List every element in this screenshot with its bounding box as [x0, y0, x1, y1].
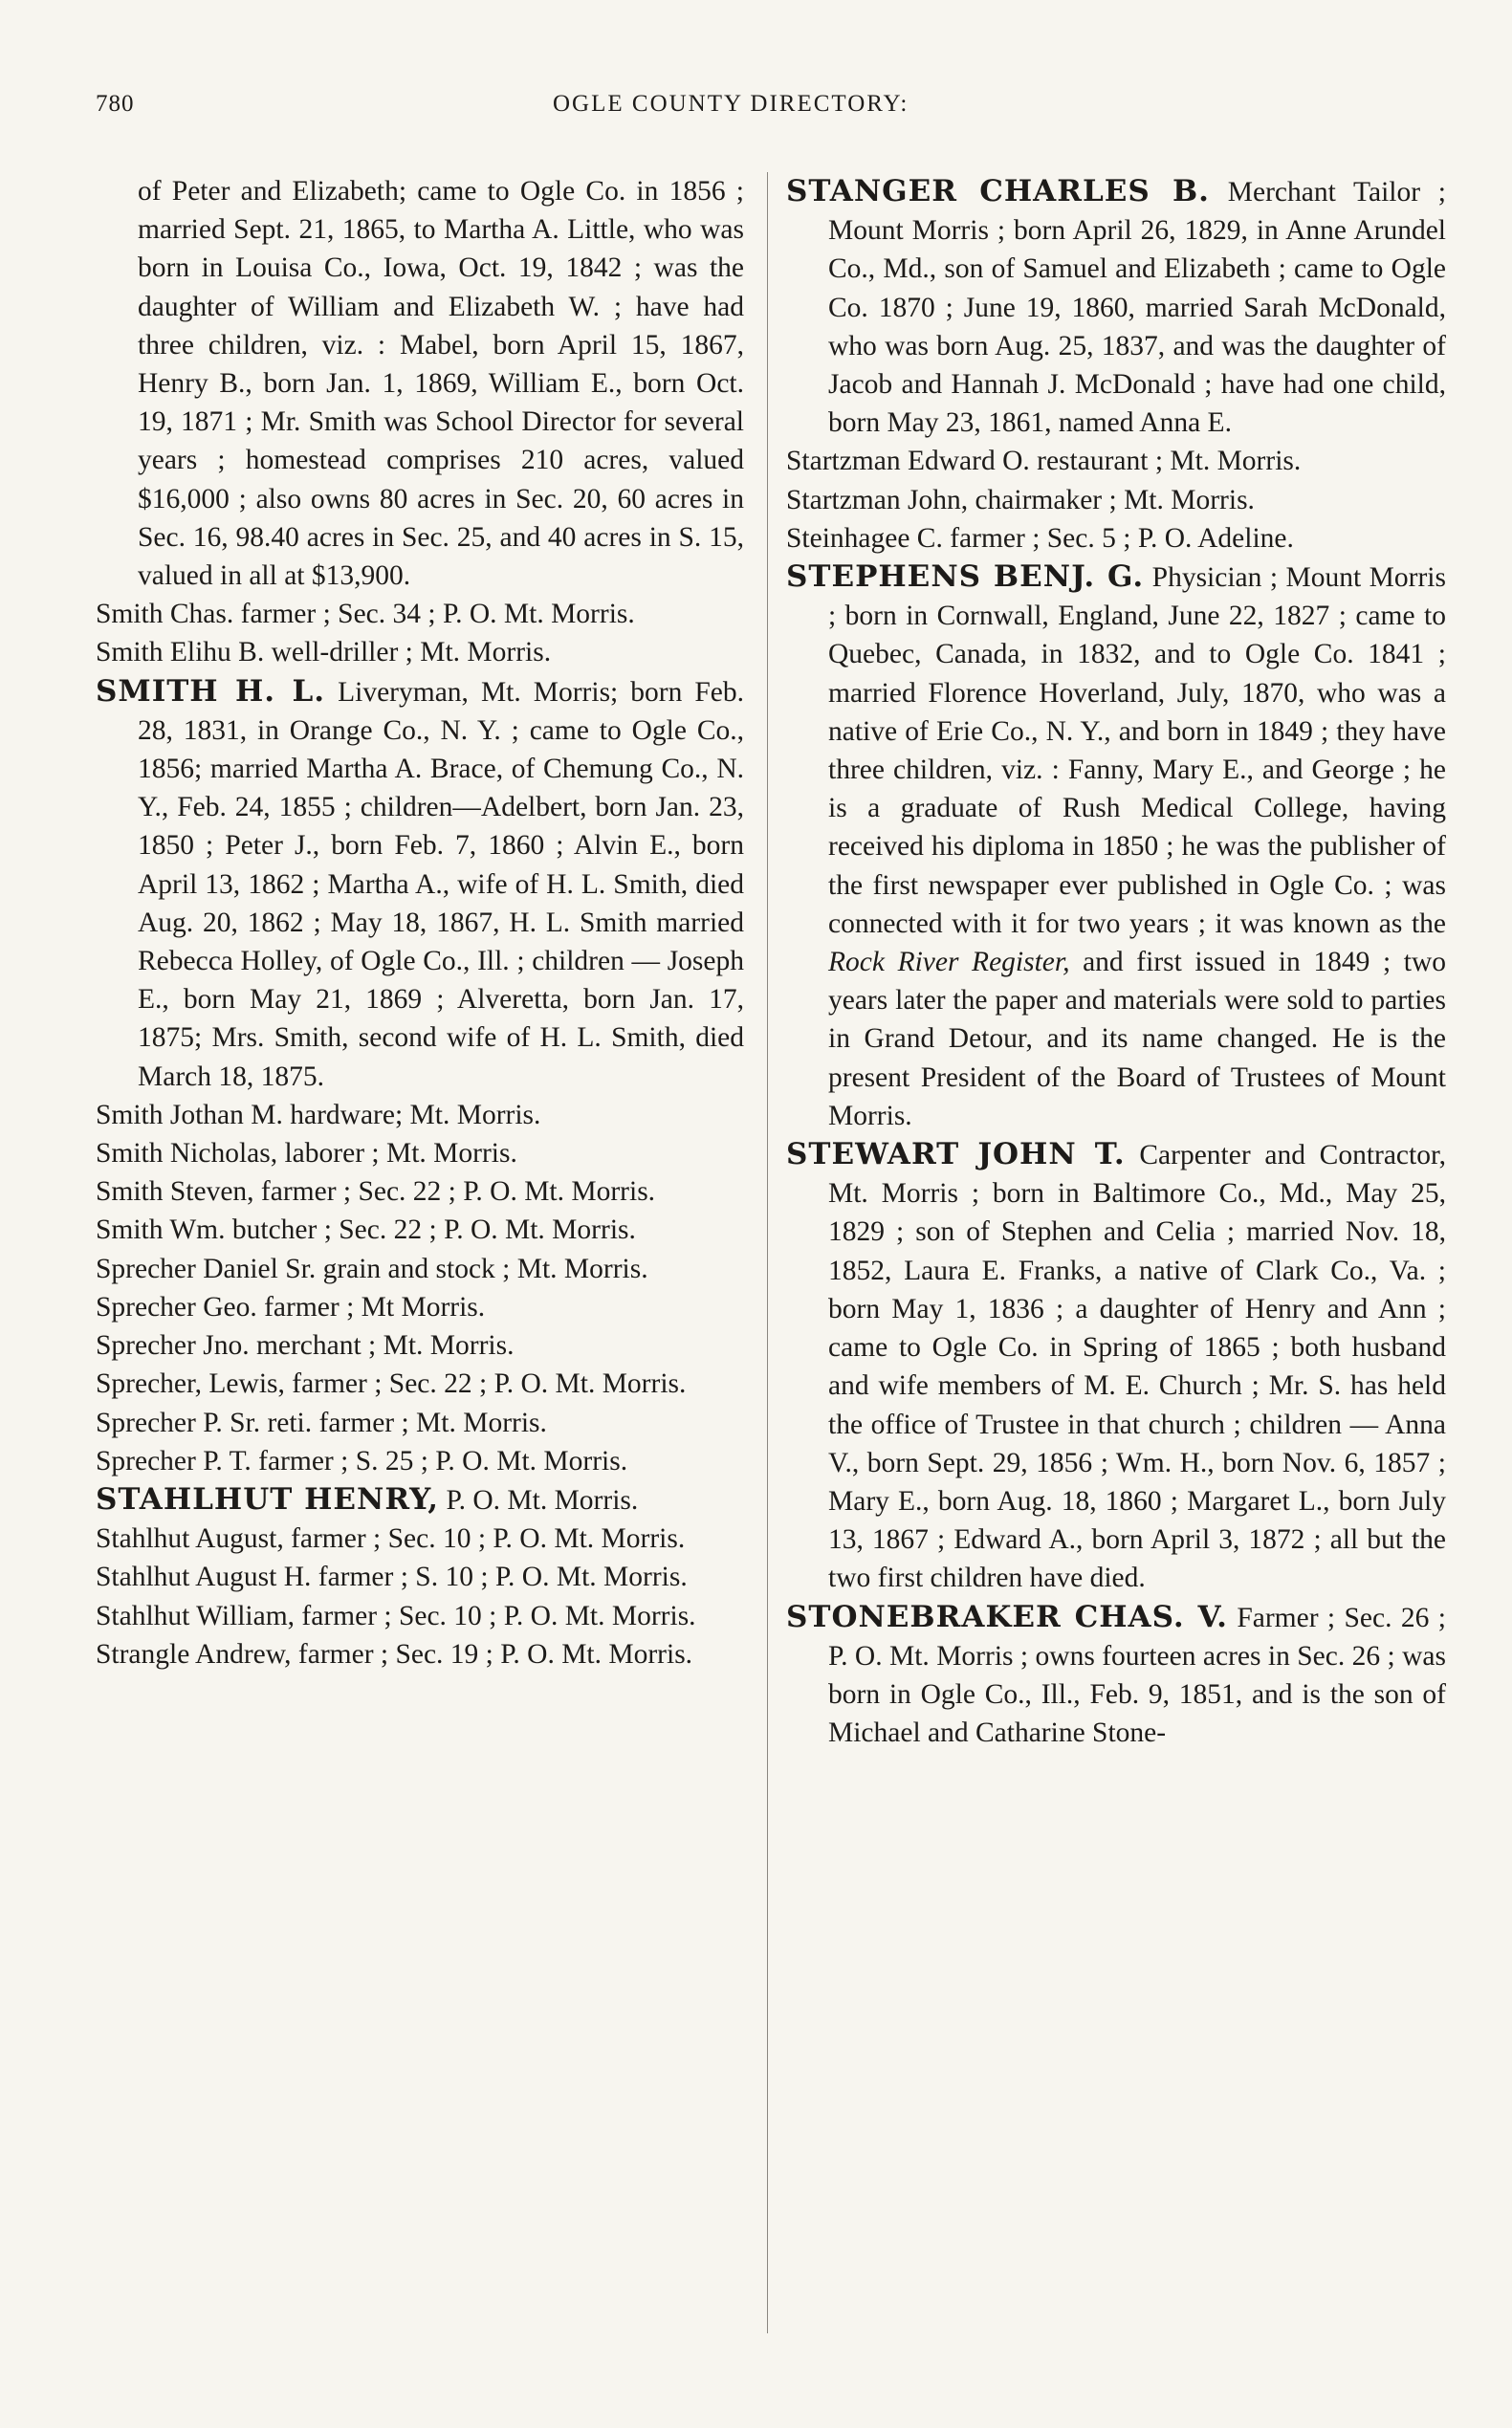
- entry-text: Merchant Tailor ; Mount Morris ; born April 26, 1829, in Anne Arundel Co., Md., son of Samuel and Elizabeth ; came to Ogle Co. 1870 ; June 19, 1860, married Sarah McDonald, who was born Aug. 25, 1837, and was the daughter of Jacob and Hannah J. McDonald ; have had one child, born May 23, 1861, named Anna E.: [828, 177, 1447, 439]
- entry-text: Physician ; Mount Morris ; born in Cornwall, England, June 22, 1827 ; came to Quebec, Canada, in 1832, and to Ogle Co. 1841 ; married Florence Hoverland, July, 1870, who was a native of Erie Co., N. Y., and born in 1849 ; they have three children, viz. : Fanny, Mary E., and George ; he is a graduate of Rush Medical College, having received his diploma in 1850 ; he was the publisher of the first newspaper ever published in Ogle Co. ; was connected with it for two years ; it was known as the: [828, 562, 1446, 939]
- entry-text: Farmer ; Sec. 26 ; P. O. Mt. Morris ; owns fourteen acres in Sec. 26 ; was born in Ogle Co., Ill., Feb. 9, 1851, and is the son of Michael and Catharine Stone-: [828, 1602, 1446, 1749]
- page-header: [96, 91, 1435, 129]
- entry-text: Sprecher P. T. farmer ; S. 25 ; P. O. Mt. Morris.: [96, 1445, 628, 1476]
- entry-text: Strangle Andrew, farmer ; Sec. 19 ; P. O. Mt. Morris.: [96, 1638, 693, 1670]
- entry-text: Sprecher Daniel Sr. grain and stock ; Mt. Morris.: [96, 1253, 648, 1284]
- directory-entry: [96, 1442, 744, 1480]
- entry-text: Startzman John, chairmaker ; Mt. Morris.: [786, 484, 1255, 515]
- entry-text: Carpenter and Contractor, Mt. Morris ; born in Baltimore Co., Md., May 25, 1829 ; son of Stephen and Celia ; married Nov. 18, 1852, Laura E. Franks, a native of Clark Co., Va. ; born May 1, 1836 ; a daughter of Henry and Ann ; came to Ogle Co. in Spring of 1865 ; both husband and wife members of M. E. Church ; Mr. S. has held the office of Trustee in that church ; children — Anna V., born Sept. 29, 1856 ; Wm. H., born Nov. 6, 1857 ; Mary E., born Aug. 18, 1860 ; Margaret L., born July 13, 1867 ; Edward A., born April 3, 1872 ; all but the two first children have died.: [828, 1140, 1446, 1594]
- directory-entry: [786, 172, 1446, 442]
- entry-text: Sprecher P. Sr. reti. farmer ; Mt. Morris.: [96, 1407, 547, 1438]
- directory-entry: [96, 1134, 744, 1172]
- entry-text: Stahlhut August H. farmer ; S. 10 ; P. O. Mt. Morris.: [96, 1562, 688, 1593]
- entry-name: STEPHENS BENJ. G.: [786, 559, 1145, 595]
- entry-text: Sprecher Jno. merchant ; Mt. Morris.: [96, 1330, 515, 1362]
- directory-entry: [786, 1135, 1446, 1597]
- directory-entry: [96, 1365, 744, 1403]
- entry-text: Smith Jothan M. hardware; Mt. Morris.: [96, 1099, 541, 1130]
- entry-name: STONEBRAKER CHAS. V.: [786, 1599, 1228, 1634]
- directory-entry: [96, 1211, 744, 1249]
- left-column: [96, 172, 744, 1673]
- right-column: [786, 172, 1446, 1752]
- directory-entry: [96, 1172, 744, 1211]
- directory-entry: [96, 633, 744, 671]
- entry-name: SMITH H. L.: [96, 673, 326, 709]
- entry-text: Smith Chas. farmer ; Sec. 34 ; P. O. Mt. Morris.: [96, 599, 635, 630]
- directory-entry: [96, 672, 744, 1096]
- entry-text: Startzman Edward O. restaurant ; Mt. Morris.: [786, 446, 1302, 477]
- column-divider: [767, 172, 768, 2333]
- directory-entry: [96, 172, 744, 595]
- directory-entry: [96, 1250, 744, 1288]
- entry-text: Smith Nicholas, laborer ; Mt. Morris.: [96, 1138, 517, 1170]
- entry-text: Stahlhut August, farmer ; Sec. 10 ; P. O. Mt. Morris.: [96, 1523, 686, 1555]
- entry-text-tail: and first issued in 1849 ; two years later the paper and materials were sold to parties in Grand Detour, and its name changed. He is the present President of the Board of Trustees of Mount Morris.: [828, 947, 1446, 1131]
- entry-text: P. O. Mt. Morris.: [439, 1484, 639, 1516]
- directory-entry: [786, 442, 1446, 480]
- entry-name: STAHLHUT HENRY,: [96, 1481, 440, 1517]
- directory-entry: [96, 1558, 744, 1596]
- entry-text: Stahlhut William, farmer ; Sec. 10 ; P. O. Mt. Morris.: [96, 1600, 696, 1631]
- directory-entry: [96, 1520, 744, 1558]
- entry-text: Smith Wm. butcher ; Sec. 22 ; P. O. Mt. Morris.: [96, 1214, 636, 1246]
- entry-text: Sprecher, Lewis, farmer ; Sec. 22 ; P. O. Mt. Morris.: [96, 1368, 687, 1400]
- page-number: 780: [96, 91, 135, 117]
- entry-text: Smith Elihu B. well-driller ; Mt. Morris.: [96, 637, 552, 668]
- entry-text: Sprecher Geo. farmer ; Mt Morris.: [96, 1291, 486, 1323]
- entry-text: Liveryman, Mt. Morris; born Feb. 28, 1831, in Orange Co., N. Y. ; came to Ogle Co., 1856; married Martha A. Brace, of Chemung Co., N. Y., Feb. 24, 1855 ; children—Adelbert, born Jan. 23, 1850 ; Peter J., born Feb. 7, 1860 ; Alvin E., born April 13, 1862 ; Martha A., wife of H. L. Smith, died Aug. 20, 1862 ; May 18, 1867, H. L. Smith married Rebecca Holley, of Ogle Co., Ill. ; children — Joseph E., born May 21, 1869 ; Alveretta, born Jan. 17, 1875; Mrs. Smith, second wife of H. L. Smith, died March 18, 1875.: [138, 676, 744, 1092]
- directory-entry: [786, 1598, 1446, 1753]
- entry-text: Smith Steven, farmer ; Sec. 22 ; P. O. Mt. Morris.: [96, 1176, 656, 1208]
- entry-italic-text: Rock River Register,: [828, 947, 1070, 978]
- entry-name: STEWART JOHN T.: [786, 1137, 1126, 1172]
- directory-entry: [96, 1404, 744, 1442]
- directory-entry: [96, 595, 744, 633]
- directory-entry: [786, 519, 1446, 558]
- entry-text: of Peter and Elizabeth; came to Ogle Co. in 1856 ; married Sept. 21, 1865, to Martha A. Little, who was born in Louisa Co., Iowa, Oct. 19, 1842 ; was the daughter of William and Elizabeth W. ; have had three children, viz. : Mabel, born April 15, 1867, Henry B., born Jan. 1, 1869, William E., born Oct. 19, 1871 ; Mr. Smith was School Director for several years ; homestead comprises 210 acres, valued $16,000 ; also owns 80 acres in Sec. 20, 60 acres in Sec. 16, 98.40 acres in Sec. 25, and 40 acres in S. 15, valued in all at $13,900.: [138, 176, 744, 592]
- directory-entry: [786, 481, 1446, 519]
- directory-entry: [96, 1635, 744, 1673]
- entry-name: STANGER CHARLES B.: [786, 174, 1210, 208]
- directory-entry: [786, 558, 1446, 1135]
- entry-text: Steinhagee C. farmer ; Sec. 5 ; P. O. Adeline.: [786, 522, 1294, 554]
- directory-entry: [96, 1096, 744, 1134]
- directory-entry: [96, 1480, 744, 1520]
- directory-entry: [96, 1326, 744, 1365]
- directory-entry: [96, 1288, 744, 1326]
- running-title: OGLE COUNTY DIRECTORY:: [553, 91, 909, 117]
- directory-entry: [96, 1597, 744, 1635]
